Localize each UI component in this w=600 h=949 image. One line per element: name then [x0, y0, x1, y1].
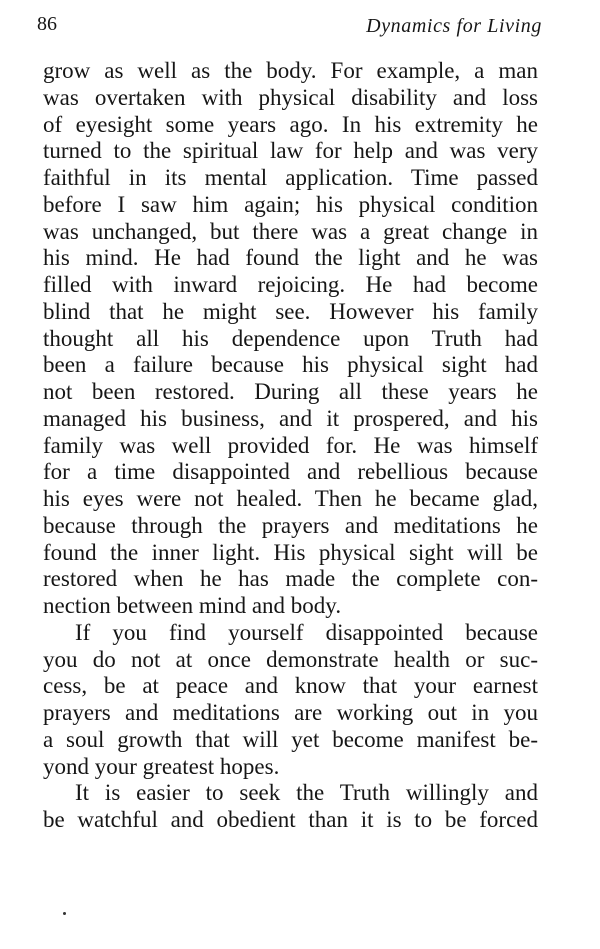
text-line: If you find yourself disappointed because — [75, 619, 538, 645]
text-line: found the inner light. His physical sight will be — [43, 539, 538, 565]
text-line: be watchful and obedient than it is to be forced — [43, 807, 538, 832]
text-line: restored when he has made the complete con- — [43, 566, 538, 592]
text-line: a soul growth that will yet become manifest be- — [43, 726, 538, 752]
text-line: you do not at once demonstrate health or suc- — [43, 646, 538, 672]
text-line: thought all his dependence upon Truth had — [43, 325, 538, 351]
text-line: of eyesight some years ago. In his extremity he — [43, 111, 538, 137]
text-line: not been restored. During all these years he — [43, 379, 538, 404]
text-line: faithful in its mental application. Time passed — [43, 165, 538, 190]
text-line: been a failure because his physical sight had — [43, 352, 538, 378]
text-line: prayers and meditations are working out in you — [43, 700, 538, 725]
text-line: because through the prayers and meditations he — [43, 512, 538, 538]
text-line: was overtaken with physical disability and loss — [43, 84, 538, 110]
text-line: grow as well as the body. For example, a man — [43, 58, 538, 83]
text-line: It is easier to seek the Truth willingly and — [75, 780, 538, 806]
print-speck — [63, 912, 66, 915]
text-line: family was well provided for. He was himself — [43, 432, 538, 458]
text-line: filled with inward rejoicing. He had become — [43, 272, 538, 297]
body-text — [43, 58, 538, 834]
text-line: nection between mind and body. — [43, 593, 342, 618]
text-line: cess, be at peace and know that your earnest — [43, 673, 538, 699]
text-line: yond your greatest hopes. — [43, 753, 280, 779]
text-line: was unchanged, but there was a great change in — [43, 218, 538, 244]
text-line: turned to the spiritual law for help and was very — [43, 138, 538, 164]
text-line: managed his business, and it prospered, and his — [43, 405, 538, 431]
text-line: his eyes were not healed. Then he became glad, — [43, 486, 538, 511]
text-line: blind that he might see. However his family — [43, 298, 538, 324]
running-head: Dynamics for Living — [366, 15, 542, 37]
text-line: before I saw him again; his physical condition — [43, 191, 538, 217]
text-line: his mind. He had found the light and he was — [43, 245, 538, 271]
page-number: 86 — [37, 13, 57, 35]
text-line: for a time disappointed and rebellious because — [43, 459, 538, 485]
